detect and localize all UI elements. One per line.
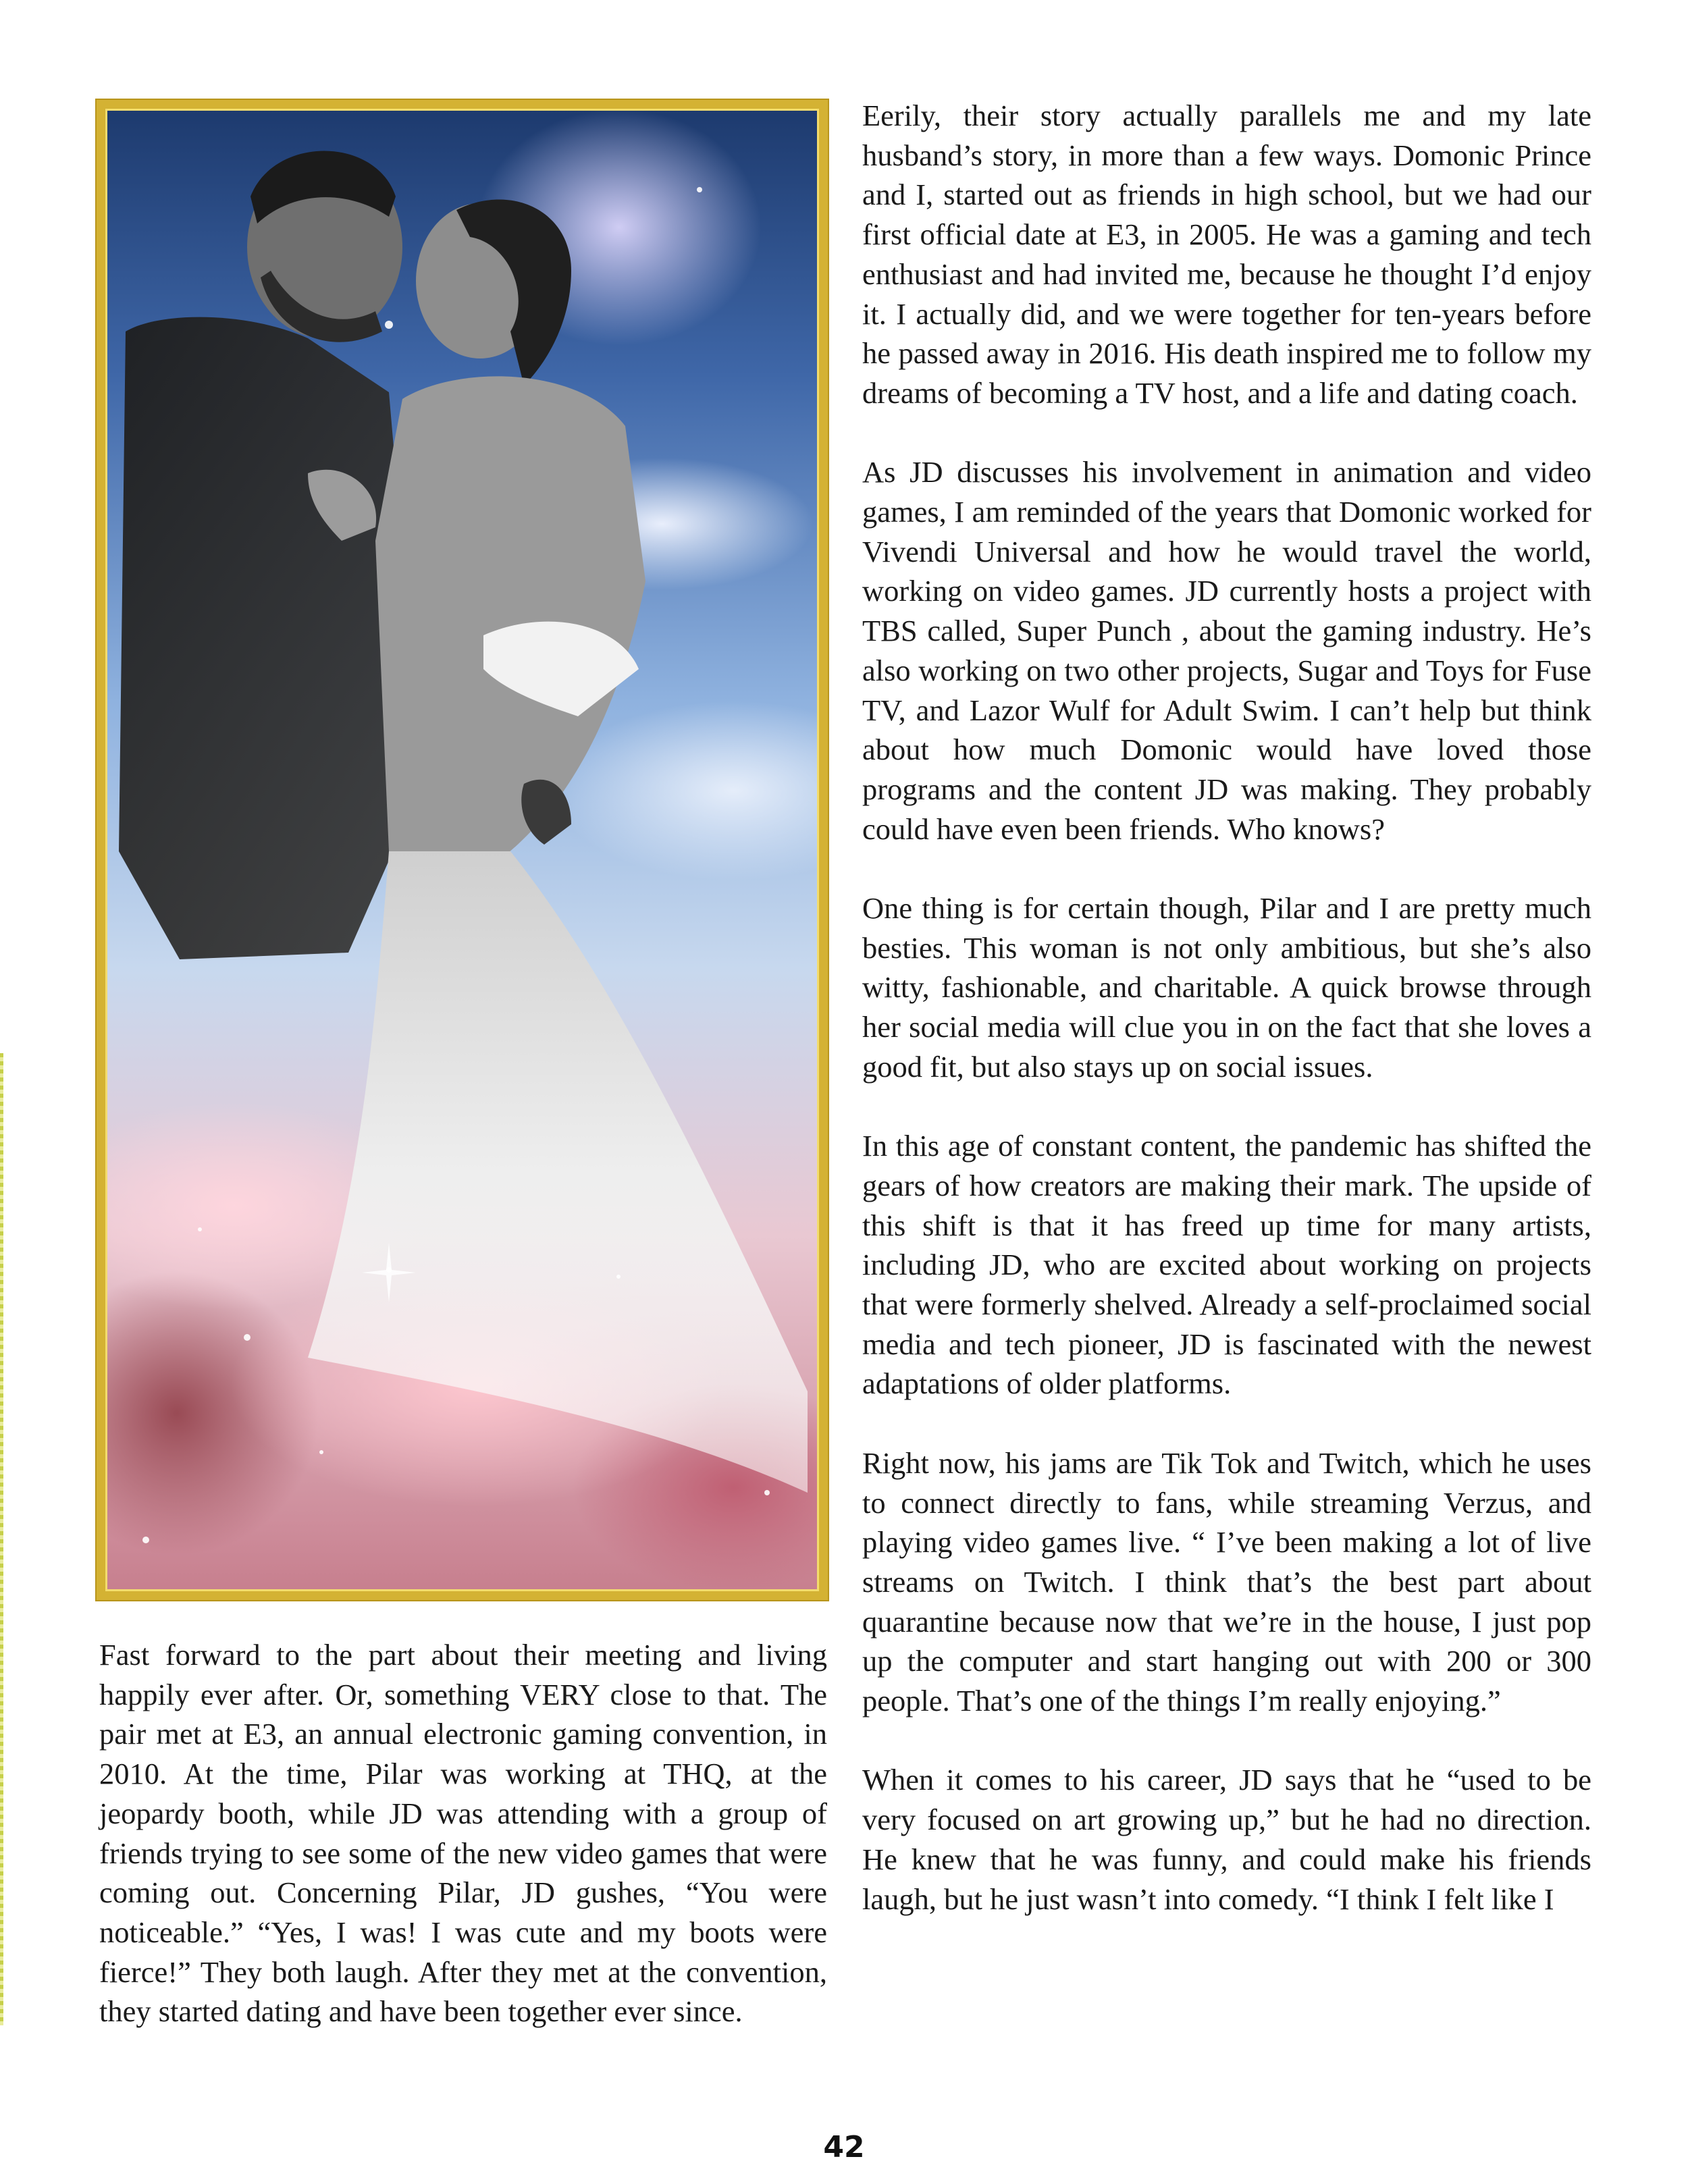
paragraph-late-husband: Eerily, their story actually parallels me and my late husband’s story, in more than a few ways. Domonic Prince and I, started out as friends in high school, but we had our first official date at E3, in 2005. He was a gaming and tech enthusiast and had invited me, because he thought I’d enjoy it. I actually did, and we were together for ten-years before he passed away in 2016. His death inspired me to follow my dreams of becoming a TV host, and a life and dating coach. (862, 99, 1591, 410)
paragraph-pandemic-content: In this age of constant content, the pandemic has shifted the gears of how creators are making their mark. The upside of this shift is that it has freed up time for many artists, including JD, who are excited about working on projects that were formerly shelved. Already a self-proclaimed social media and tech pioneer, JD is fascinated with the newest adaptations of older platforms. (862, 1129, 1591, 1401)
paragraph-besties: One thing is for certain though, Pilar and I are pretty much besties. This woman is not only ambitious, but she’s also witty, fashionable, and charitable. A quick browse through her social media will clue you in on the fact that she loves a good fit, but also stays up on social issues. (862, 891, 1591, 1084)
paragraph-career: When it comes to his career, JD says that he “used to be very focused on art growing up,” but he had no direction. He knew that he was funny, and could make his friends laugh, but he just wasn’t into comedy. “I think I felt like I (862, 1763, 1591, 1916)
paragraph-animation-video-games: As JD discusses his involvement in animation and video games, I am reminded of the years that Domonic worked for Vivendi Universal and how he would travel the world, working on video games. JD currently hosts a project with TBS called, Super Punch , about the gaming industry. He’s also working on two other projects, Sugar and Toys for Fuse TV, and Lazor Wulf for Adult Swim. I can’t help but think about how much Domonic would have loved those programs and the content JD was making. They probably could have even been friends. Who knows? (862, 455, 1591, 846)
page-number: 42 (823, 2130, 865, 2164)
page-edge-strip (0, 1053, 3, 2025)
article-left-column (99, 1635, 827, 2071)
wedding-photo-illustration (105, 109, 819, 1591)
paragraph-tik-tok-twitch: Right now, his jams are Tik Tok and Twitch, which he uses to connect directly to fans, while streaming Verzus, and playing video games live. “ I’ve been making a lot of live streams on Twitch. I think that’s the best part about quarantine because now that we’re in the house, I just pop up the computer and start hanging out with 200 or 300 people. That’s one of the things I’m really enjoying.” (862, 1445, 1591, 1718)
paragraph-meeting-story: Fast forward to the part about their meeting and living happily ever after. Or, something VERY close to that. The pair met at E3, an annual electronic gaming convention, in 2010. At the time, Pilar was working at THQ, at the jeopardy booth, while JD was attending with a group of friends trying to see some of the new video games that were coming out. Concerning Pilar, JD gushes, “You were noticeable.” “Yes, I was! I was cute and my boots were fierce!” They both laugh. After they met at the convention, they started dating and have been together ever since. (99, 1638, 827, 2029)
article-right-column (862, 96, 1591, 1959)
wedding-photo (97, 100, 828, 1600)
